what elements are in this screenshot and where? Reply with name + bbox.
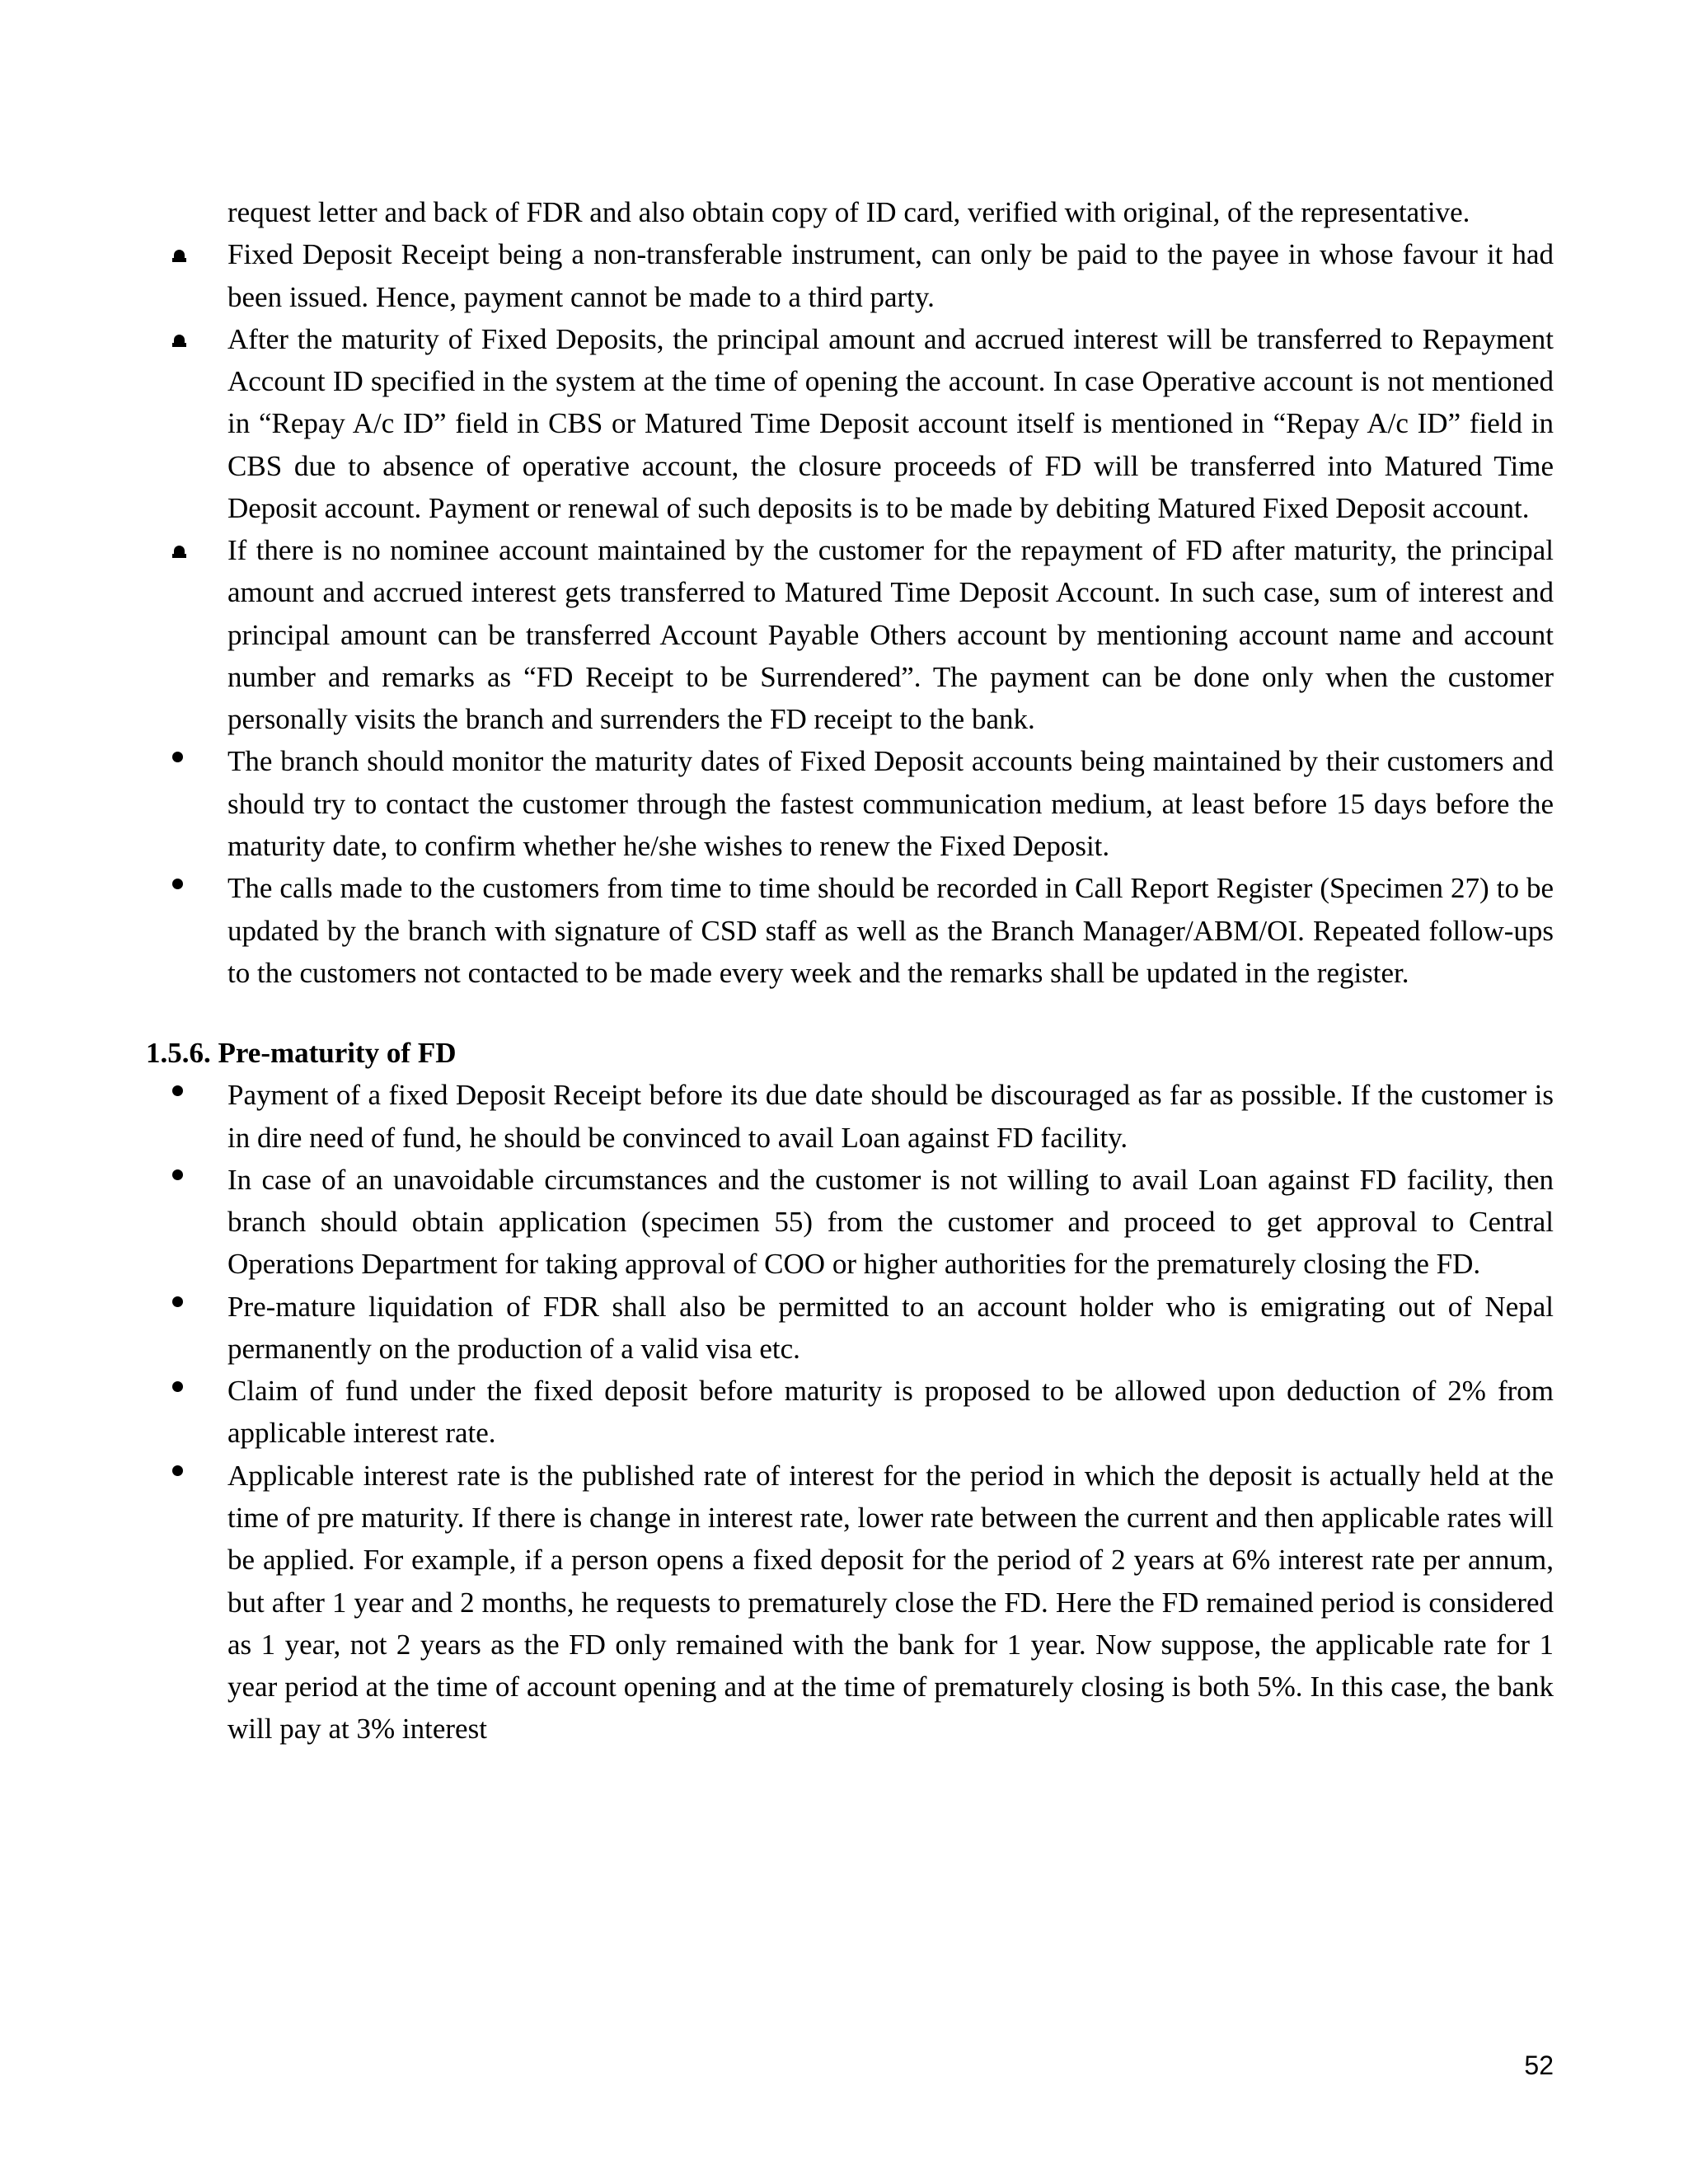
section-heading: 1.5.6. Pre-maturity of FD bbox=[146, 1037, 457, 1070]
list-item bbox=[134, 1370, 1554, 1455]
list-item-text: In case of an unavoidable circumstances and the customer is not willing to avail Loan against FD facility, then branch should obtain application (specimen 55) from the customer and proceed to get approval to Central Operations Department for taking approval of COO or higher authorities for the prematurely closing the FD. bbox=[227, 1163, 1554, 1281]
list-item bbox=[134, 529, 1554, 740]
list-item-text: Claim of fund under the fixed deposit before maturity is proposed to be allowed upon deduction of 2% from applicable interest rate. bbox=[227, 1375, 1554, 1450]
section-spacer bbox=[134, 994, 1554, 1032]
list-item bbox=[134, 1074, 1554, 1159]
list-item bbox=[134, 1159, 1554, 1286]
continuation-paragraph: request letter and back of FDR and also obtain copy of ID card, verified with original, of the representative. bbox=[227, 196, 1470, 228]
list-item bbox=[134, 318, 1554, 529]
list-item bbox=[134, 740, 1554, 867]
page-content bbox=[134, 191, 1554, 1750]
list-item-text: Applicable interest rate is the published rate of interest for the period in which the deposit is actually held at the time of pre maturity. If there is change in interest rate, lower rate between the current and then applicable rates will be applied. For example, if a person opens a fixed deposit for the period of 2 years at 6% interest rate per annum, but after 1 year and 2 months, he requests to prematurely close the FD. Here the FD remained period is considered as 1 year, not 2 years as the FD only remained with the bank for 1 year. Now suppose, the applicable rate for 1 year period at the time of account opening and at the time of prematurely closing is both 5%. In this case, the bank will pay at 3% interest bbox=[227, 1459, 1554, 1746]
round-bullet-icon bbox=[172, 1286, 197, 1328]
page-number: 52 bbox=[1524, 2050, 1554, 2080]
round-bullet-icon bbox=[172, 867, 197, 909]
dome-bullet-icon bbox=[172, 529, 197, 572]
list-item-text: Payment of a fixed Deposit Receipt before its due date should be discouraged as far as possible. If the customer is in dire need of fund, he should be convinced to avail Loan against FD facility. bbox=[227, 1079, 1554, 1154]
round-bullet-icon bbox=[172, 1455, 197, 1497]
list-item-text: The branch should monitor the maturity dates of Fixed Deposit accounts being maintained by their customers and should try to contact the customer through the fastest communication medium, at least before 15 days before the maturity date, to confirm whether he/she wishes to renew the Fixed Deposit. bbox=[227, 745, 1554, 862]
round-bullet-icon bbox=[172, 740, 197, 782]
list-item-text: Fixed Deposit Receipt being a non-transferable instrument, can only be paid to the payee in whose favour it had been issued. Hence, payment cannot be made to a third party. bbox=[227, 238, 1554, 313]
round-bullet-icon bbox=[172, 1074, 197, 1116]
dome-bullet-icon bbox=[172, 233, 197, 276]
list-item bbox=[134, 867, 1554, 994]
list-item-text: If there is no nominee account maintained by the customer for the repayment of FD after maturity, the principal amount and accrued interest gets transferred to Matured Time Deposit Account. In such case, sum of interest and principal amount can be transferred Account Payable Others account by mentioning account name and account number and remarks as “FD Receipt to be Surrendered”. The payment can be done only when the customer personally visits the branch and surrenders the FD receipt to the bank. bbox=[227, 534, 1554, 736]
list-item-text: After the maturity of Fixed Deposits, the principal amount and accrued interest will be transferred to Repayment Account ID specified in the system at the time of opening the account. In case Operative account is not mentioned in “Repay A/c ID” field in CBS or Matured Time Deposit account itself is mentioned in “Repay A/c ID” field in CBS due to absence of operative account, the closure proceeds of FD will be transferred into Matured Time Deposit account. Payment or renewal of such deposits is to be made by debiting Matured Fixed Deposit account. bbox=[227, 322, 1554, 524]
list-item-text: The calls made to the customers from time to time should be recorded in Call Report Register (Specimen 27) to be updated by the branch with signature of CSD staff as well as the Branch Manager/ABM/OI. Repeated follow-ups to the customers not contacted to be made every week and the remarks shall be updated in the register. bbox=[227, 872, 1554, 989]
round-bullet-icon bbox=[172, 1159, 197, 1201]
prematurity-bullet-list bbox=[134, 1074, 1554, 1750]
round-bullet-icon bbox=[172, 1370, 197, 1412]
dome-bullet-icon bbox=[172, 318, 197, 361]
list-item bbox=[134, 1286, 1554, 1371]
list-item bbox=[134, 233, 1554, 318]
list-item-text: Pre-mature liquidation of FDR shall also be permitted to an account holder who is emigrating out of Nepal permanently on the production of a valid visa etc. bbox=[227, 1290, 1554, 1365]
maturity-bullet-list bbox=[134, 233, 1554, 994]
list-item bbox=[134, 1455, 1554, 1750]
